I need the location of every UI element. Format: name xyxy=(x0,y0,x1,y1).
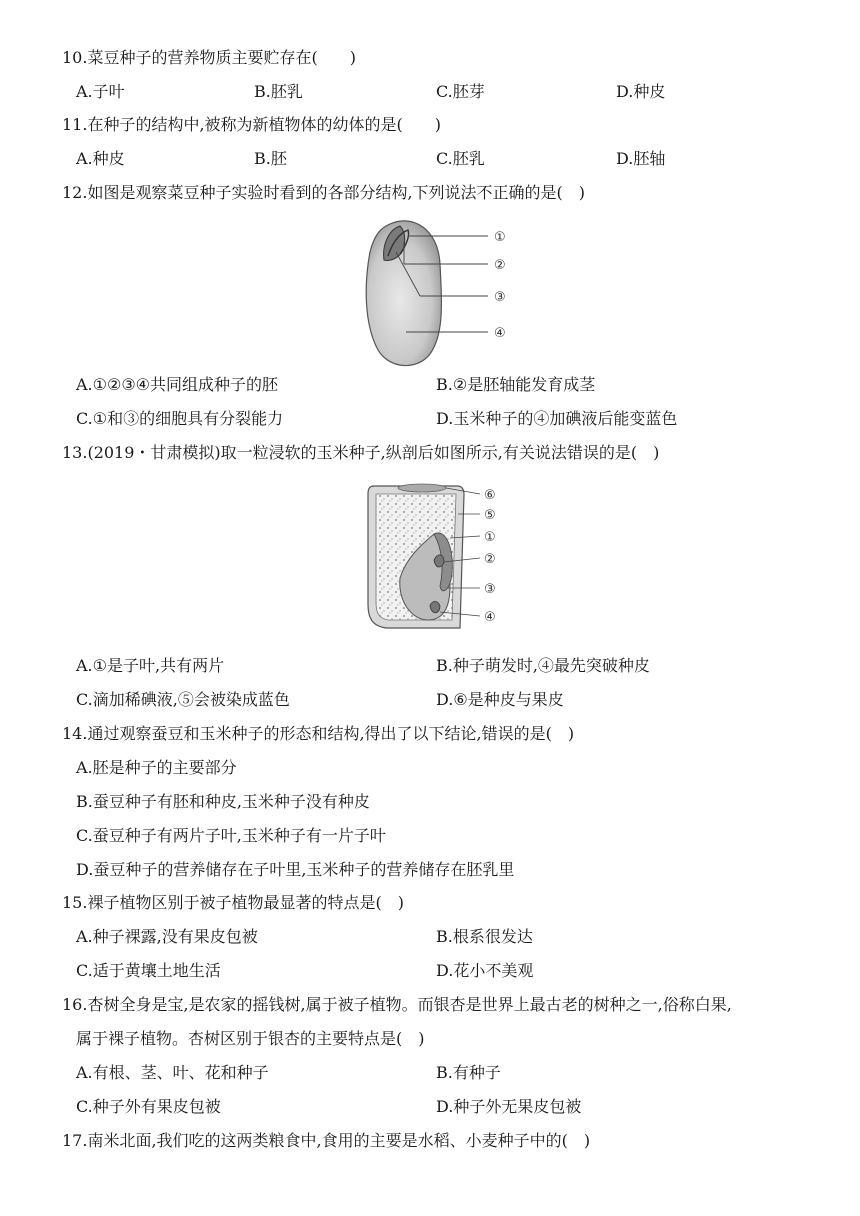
corn-label-4: ④ xyxy=(484,610,496,625)
q15-option-c: C.适于黄壤土地生活 xyxy=(76,961,221,980)
question-12-stem: 12.如图是观察菜豆种子实验时看到的各部分结构,下列说法不正确的是( ) xyxy=(62,183,586,202)
q15-option-a: A.种子裸露,没有果皮包被 xyxy=(76,927,258,946)
q13-option-b: B.种子萌发时,④最先突破种皮 xyxy=(436,656,650,675)
bean-seed-diagram xyxy=(360,212,520,372)
q11-option-c: C.胚乳 xyxy=(436,149,485,168)
question-15-stem: 15.裸子植物区别于被子植物最显著的特点是( ) xyxy=(62,893,404,912)
corn-label-3: ③ xyxy=(484,582,496,597)
bean-label-2: ② xyxy=(494,258,506,273)
q13-option-d: D.⑥是种皮与果皮 xyxy=(436,690,564,709)
q14-option-b: B.蚕豆种子有胚和种皮,玉米种子没有种皮 xyxy=(76,792,370,811)
q13-option-a: A.①是子叶,共有两片 xyxy=(76,656,225,675)
q15-option-b: B.根系很发达 xyxy=(436,927,533,946)
q14-option-a: A.胚是种子的主要部分 xyxy=(76,758,237,777)
bean-label-4: ④ xyxy=(494,326,506,341)
q15-option-d: D.花小不美观 xyxy=(436,961,534,980)
q11-option-a: A.种皮 xyxy=(76,149,125,168)
corn-radicle xyxy=(430,602,440,613)
q10-option-d: D.种皮 xyxy=(616,82,666,101)
corn-label-5: ⑤ xyxy=(484,508,496,523)
question-10-stem: 10.菜豆种子的营养物质主要贮存在( ) xyxy=(62,48,356,67)
q12-option-a: A.①②③④共同组成种子的胚 xyxy=(76,375,279,394)
q10-option-c: C.胚芽 xyxy=(436,82,485,101)
q11-option-d: D.胚轴 xyxy=(616,149,666,168)
question-16-stem-continued: 属于裸子植物。杏树区别于银杏的主要特点是( ) xyxy=(76,1029,425,1048)
q10-option-a: A.子叶 xyxy=(76,82,125,101)
q13-option-c: C.滴加稀碘液,⑤会被染成蓝色 xyxy=(76,690,290,709)
q16-option-d: D.种子外无果皮包被 xyxy=(436,1097,582,1116)
question-14-stem: 14.通过观察蚕豆和玉米种子的形态和结构,得出了以下结论,错误的是( ) xyxy=(62,724,575,743)
question-16-stem: 16.杏树全身是宝,是农家的摇钱树,属于被子植物。而银杏是世界上最古老的树种之一,俗称白果, xyxy=(62,995,732,1014)
q12-option-d: D.玉米种子的④加碘液后能变蓝色 xyxy=(436,409,678,428)
q14-option-d: D.蚕豆种子的营养储存在子叶里,玉米种子的营养储存在胚乳里 xyxy=(76,860,515,879)
bean-label-3: ③ xyxy=(494,290,506,305)
bean-label-1: ① xyxy=(494,230,506,245)
q10-option-b: B.胚乳 xyxy=(254,82,303,101)
q14-option-c: C.蚕豆种子有两片子叶,玉米种子有一片子叶 xyxy=(76,826,386,845)
corn-label-1: ① xyxy=(484,530,496,545)
question-11-stem: 11.在种子的结构中,被称为新植物体的幼体的是( ) xyxy=(62,115,442,134)
question-17-stem: 17.南米北面,我们吃的这两类粮食中,食用的主要是水稻、小麦种子中的( ) xyxy=(62,1131,591,1150)
corn-label-6: ⑥ xyxy=(484,488,496,503)
corn-top-cap xyxy=(398,484,446,492)
q16-option-b: B.有种子 xyxy=(436,1063,501,1082)
q16-option-a: A.有根、茎、叶、花和种子 xyxy=(76,1063,269,1082)
question-13-stem: 13.(2019・甘肃模拟)取一粒浸软的玉米种子,纵剖后如图所示,有关说法错误的是( ) xyxy=(62,443,660,462)
q12-option-b: B.②是胚轴能发育成茎 xyxy=(436,375,596,394)
q12-option-c: C.①和③的细胞具有分裂能力 xyxy=(76,409,284,428)
corn-label-2: ② xyxy=(484,552,496,567)
q11-option-b: B.胚 xyxy=(254,149,287,168)
q16-option-c: C.种子外有果皮包被 xyxy=(76,1097,221,1116)
corn-seed-diagram xyxy=(362,478,512,632)
